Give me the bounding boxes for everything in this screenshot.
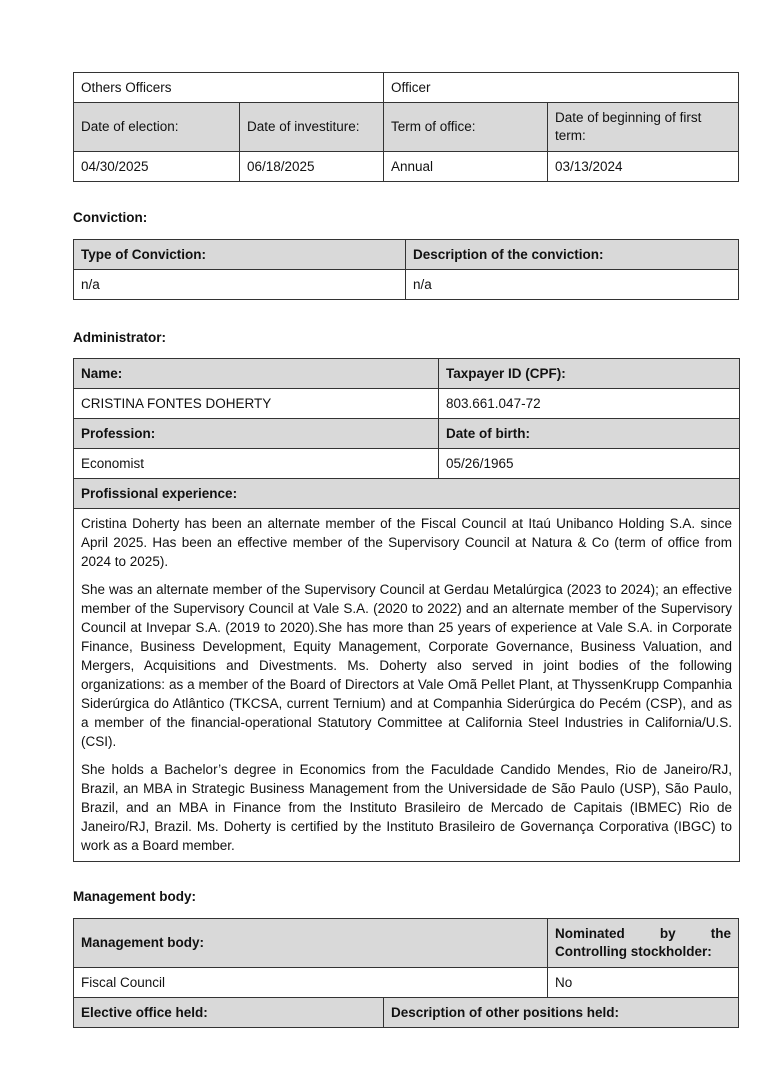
first-term-header: Date of beginning of first term:: [548, 103, 739, 152]
administrator-section-label: Administrator:: [73, 330, 167, 345]
nominated-value: No: [548, 968, 739, 998]
birth-date-value: 05/26/1965: [439, 449, 740, 479]
experience-paragraph: She holds a Bachelor’s degree in Economics from the Faculdade Candido Mendes, Rio de Janeiro/RJ, Brazil, an MBA in Strategic Business Management from the Universidade de São Paulo (USP), São Paulo, Brazil, and an MBA in Finance from the Instituto Brasileiro de Mercado de Capitais (IBMEC) Rio de Janeiro/RJ, Brazil. Ms. Doherty is certified by the Instituto Brasileiro de Governança Corporativa (IBGC) to work as a Board member.: [81, 762, 732, 853]
management-body-header: Management body:: [74, 919, 548, 968]
conviction-table: [73, 239, 739, 300]
conviction-type-header: Type of Conviction:: [74, 240, 406, 270]
name-value: CRISTINA FONTES DOHERTY: [74, 389, 439, 419]
cpf-header: Taxpayer ID (CPF):: [439, 359, 740, 389]
management-body-value: Fiscal Council: [74, 968, 548, 998]
conviction-type-value: n/a: [74, 270, 406, 300]
conviction-description-header: Description of the conviction:: [406, 240, 739, 270]
experience-paragraph: Cristina Doherty has been an alternate member of the Fiscal Council at Itaú Unibanco Holding S.A. since April 2025. Has been an effective member of the Supervisory Council at Natura & Co (term of office from 2024 to 2025).: [81, 516, 732, 569]
officer-table: [73, 72, 739, 182]
other-positions-header: Description of other positions held:: [384, 998, 739, 1028]
investiture-date-header: Date of investiture:: [240, 103, 384, 152]
election-date-value: 04/30/2025: [74, 152, 240, 182]
election-date-header: Date of election:: [74, 103, 240, 152]
elective-office-header: Elective office held:: [74, 998, 384, 1028]
term-value: Annual: [384, 152, 548, 182]
nominated-header: Nominated by the Controlling stockholder:: [548, 919, 739, 968]
conviction-section-label: Conviction:: [73, 210, 148, 225]
experience-header: Profissional experience:: [74, 479, 740, 509]
investiture-date-value: 06/18/2025: [240, 152, 384, 182]
cpf-value: 803.661.047-72: [439, 389, 740, 419]
management-section-label: Management body:: [73, 889, 197, 904]
profession-value: Economist: [74, 449, 439, 479]
name-header: Name:: [74, 359, 439, 389]
administrator-table: [73, 358, 740, 862]
first-term-value: 03/13/2024: [548, 152, 739, 182]
term-header: Term of office:: [384, 103, 548, 152]
experience-text: [74, 509, 740, 862]
conviction-description-value: n/a: [406, 270, 739, 300]
management-table: [73, 918, 739, 1028]
experience-paragraph: She was an alternate member of the Supervisory Council at Gerdau Metalúrgica (2023 to 2024); an effective member of the Supervisory Council at Vale S.A. (2020 to 2022) and an alternate member of the Supervisory Council at Invepar S.A. (2019 to 2020).She has more than 25 years of experience at Vale S.A. in Corporate Finance, Business Development, Equity Management, Corporate Governance, Business Valuation, and Mergers, Acquisitions and Divestments. Ms. Doherty also served in joint bodies of the following organizations: as a member of the Board of Directors at Vale Omã Pellet Plant, at ThyssenKrupp Companhia Siderúrgica do Atlântico (TKCSA, current Ternium) and at Companhia Siderúrgica do Pecém (CSP), and as a member of the financial-operational Statutory Committee at California Steel Industries in California/U.S. (CSI).: [81, 582, 732, 749]
position-cell: Officer: [384, 73, 739, 103]
profession-header: Profession:: [74, 419, 439, 449]
position-group-cell: Others Officers: [74, 73, 384, 103]
birth-date-header: Date of birth:: [439, 419, 740, 449]
